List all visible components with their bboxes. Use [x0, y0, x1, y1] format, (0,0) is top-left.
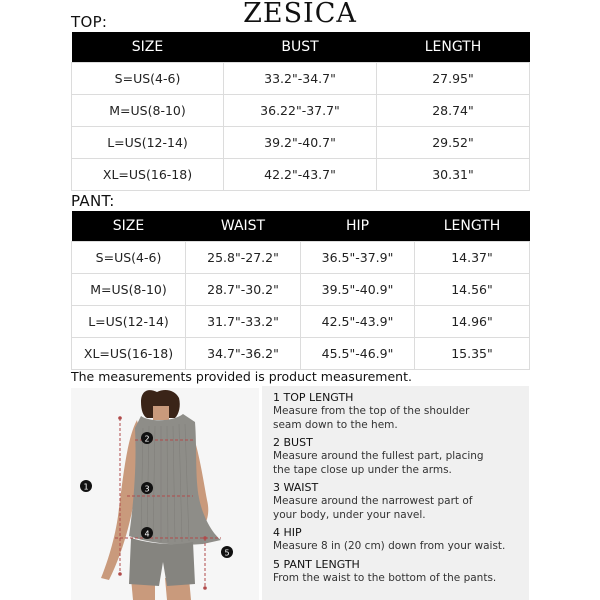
- guide-item-pant-length: [273, 558, 519, 586]
- guide-desc: Measure around the fullest part, placing: [273, 450, 484, 462]
- length-cell: 15.35": [415, 337, 530, 369]
- marker-1: [80, 480, 92, 492]
- guide-title: 1 TOP LENGTH: [273, 391, 354, 404]
- guide-title: 4 HIP: [273, 526, 302, 539]
- svg-text:1: 1: [83, 482, 89, 492]
- length-cell: 29.52": [377, 126, 530, 158]
- guide-desc: your body, under your navel.: [273, 508, 426, 521]
- top-size-table: [71, 32, 530, 191]
- guide-item-top-length: [273, 391, 519, 432]
- marker-4: [141, 527, 153, 539]
- hip-cell: 36.5"-37.9": [301, 241, 415, 273]
- waist-cell: 28.7"-30.2": [186, 273, 301, 305]
- hip-cell: 39.5"-40.9": [301, 273, 415, 305]
- brand-logo: ZESICA: [243, 0, 357, 29]
- guide-item-hip: [273, 526, 519, 554]
- size-cell: S=US(4-6): [72, 241, 186, 273]
- hip-cell: 42.5"-43.9": [301, 305, 415, 337]
- length-cell: 14.96": [415, 305, 530, 337]
- size-cell: L=US(12-14): [72, 305, 186, 337]
- measurement-note: The measurements provided is product measurement.: [71, 369, 412, 384]
- bust-cell: 42.2"-43.7": [224, 158, 377, 190]
- size-cell: M=US(8-10): [72, 273, 186, 305]
- pant-size-table: [71, 211, 530, 370]
- header-waist: WAIST: [186, 211, 301, 241]
- table-row: [72, 94, 530, 126]
- guide-item-bust: [273, 436, 519, 477]
- top-section-label: TOP:: [71, 13, 108, 31]
- neck-shape: [153, 406, 169, 420]
- shorts-shape: [129, 538, 195, 586]
- table-row: [72, 241, 530, 273]
- bust-cell: 33.2"-34.7": [224, 62, 377, 94]
- guide-desc: Measure from the top of the shoulder: [273, 405, 470, 417]
- size-cell: L=US(12-14): [72, 126, 224, 158]
- length-cell: 30.31": [377, 158, 530, 190]
- guide-desc: the tape close up under the arms.: [273, 463, 452, 476]
- guide-title: 5 PANT LENGTH: [273, 557, 360, 571]
- marker-2: [141, 432, 153, 444]
- measurement-figure: [71, 388, 259, 600]
- marker-5: [221, 546, 233, 558]
- guide-desc: Measure around the narrowest part of: [273, 495, 473, 507]
- measurement-guide: [262, 386, 529, 600]
- pant-section-label: PANT:: [71, 192, 115, 210]
- header-length: LENGTH: [377, 32, 530, 62]
- table-row: [72, 337, 530, 369]
- model-photo: [71, 388, 259, 600]
- length-cell: 14.56": [415, 273, 530, 305]
- guide-desc: seam down to the hem.: [273, 418, 398, 431]
- table-row: [72, 305, 530, 337]
- guide-title: 3 WAIST: [273, 481, 319, 494]
- guide-title: 2 BUST: [273, 436, 313, 449]
- guide-item-waist: [273, 481, 519, 522]
- header-length: LENGTH: [415, 211, 530, 241]
- header-size: SIZE: [72, 211, 186, 241]
- bust-cell: 36.22"-37.7": [224, 94, 377, 126]
- length-cell: 14.37": [415, 241, 530, 273]
- size-cell: S=US(4-6): [72, 62, 224, 94]
- waist-cell: 34.7"-36.2": [186, 337, 301, 369]
- header-hip: HIP: [301, 211, 415, 241]
- waist-cell: 25.8"-27.2": [186, 241, 301, 273]
- table-header-row: [72, 211, 530, 241]
- guide-desc: From the waist to the bottom of the pants.: [273, 571, 497, 584]
- table-row: [72, 126, 530, 158]
- hip-cell: 45.5"-46.9": [301, 337, 415, 369]
- table-row: [72, 158, 530, 190]
- header-bust: BUST: [224, 32, 377, 62]
- table-row: [72, 62, 530, 94]
- size-cell: M=US(8-10): [72, 94, 224, 126]
- size-cell: XL=US(16-18): [72, 337, 186, 369]
- table-header-row: [72, 32, 530, 62]
- table-row: [72, 273, 530, 305]
- waist-cell: 31.7"-33.2": [186, 305, 301, 337]
- svg-text:3: 3: [144, 484, 150, 494]
- svg-text:5: 5: [224, 548, 230, 558]
- length-cell: 27.95": [377, 62, 530, 94]
- length-cell: 28.74": [377, 94, 530, 126]
- bust-cell: 39.2"-40.7": [224, 126, 377, 158]
- size-cell: XL=US(16-18): [72, 158, 224, 190]
- header-size: SIZE: [72, 32, 224, 62]
- guide-desc: Measure 8 in (20 cm) down from your waist.: [273, 540, 506, 552]
- svg-text:4: 4: [144, 529, 150, 539]
- svg-text:2: 2: [144, 434, 150, 444]
- marker-3: [141, 482, 153, 494]
